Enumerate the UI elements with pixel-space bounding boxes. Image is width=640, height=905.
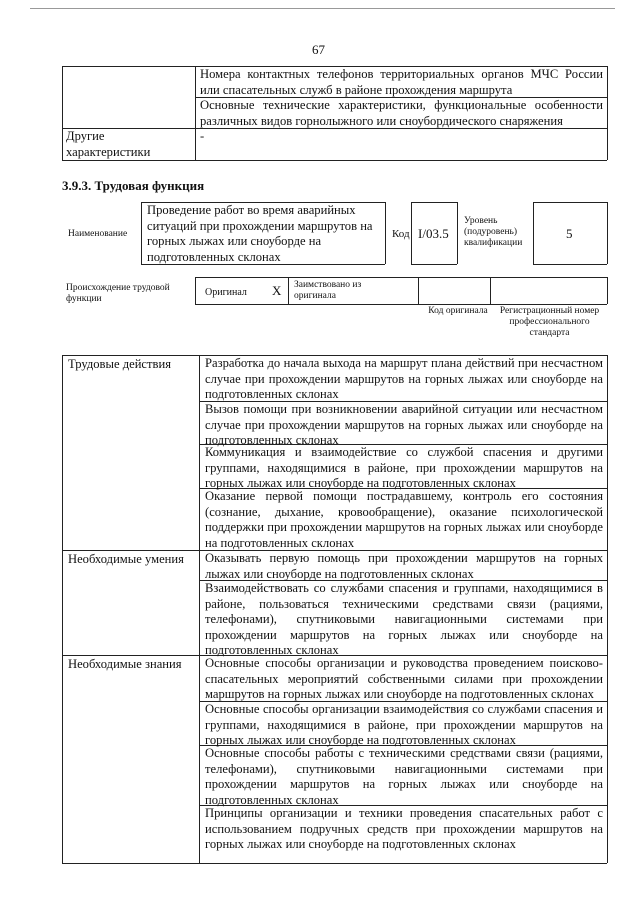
level-value: 5 — [566, 226, 573, 241]
origin-label: Происхождение трудовой функции — [66, 283, 170, 304]
page-number: 67 — [312, 42, 325, 57]
original-label: Оригинал — [205, 287, 247, 298]
table-item: Взаимодействовать со службами спасения и группами, находящимися в районе, пользоваться техническими средствами связи (рациями, телефонами), спутниковыми навигационными системами при прохождении маршрутов на горных лыжах или сноуборде на подготовленных склонах — [205, 581, 603, 657]
table-item: Оказывать первую помощь при прохождении маршрутов на горных лыжах или сноуборде на подготовленных склонах — [205, 551, 603, 581]
table-item: Основные способы работы с техническими средствами связи (рациями, телефонами), спутниковыми навигационными системами при прохождении маршрутов на горных лыжах или сноуборде на подготовленных склонах — [205, 746, 603, 807]
top-row-text: Номера контактных телефонов территориальных органов МЧС России или спасательных служб в районе прохождения маршрута — [200, 67, 603, 97]
table-item: Основные способы организации и руководства проведением поисково-спасательных мероприятий собственными силами при прохождении маршрутов на горных лыжах или сноуборде на подготовленных склонах — [205, 656, 603, 701]
table-item: Принципы организации и техники проведения спасательных работ с использованием подручных средств при прохождении маршрутов на горных лыжах или сноуборде на подготовленных склонах — [205, 806, 603, 851]
borrowed-label: Заимствовано из оригинала — [294, 280, 362, 301]
scan-edge — [30, 8, 615, 9]
code-caption: Код оригинала — [428, 306, 488, 316]
table-item: Коммуникация и взаимодействие со службой спасения и другими группами, находящимися в районе, при прохождении маршрутов на горных лыжах или сноуборде на подготовленных склонах — [205, 445, 603, 490]
section-label: Необходимые знания — [68, 657, 182, 671]
section-label: Трудовые действия — [68, 357, 172, 371]
function-name: Проведение работ во время аварийных ситуаций при прохождении маршрутов на горных лыжах или сноуборде на подготовленных склонах — [147, 203, 373, 264]
code-value: I/03.5 — [418, 226, 449, 241]
top-row-label: Другие характеристики — [66, 129, 151, 159]
top-row-text: - — [200, 129, 205, 143]
table-item: Основные способы организации взаимодействия со службами спасения и группами, находящимися в районе, при прохождении маршрутов на горных лыжах или сноуборде на подготовленных склонах — [205, 702, 603, 747]
section-title: 3.9.3. Трудовая функция — [62, 178, 205, 193]
top-row-text: Основные технические характеристики, функциональные особенности различных видов горнолыжного или сноубордического снаряжения — [200, 98, 603, 128]
original-mark: X — [272, 283, 282, 298]
code-label: Код — [392, 228, 410, 240]
reg-caption: Регистрационный номер профессионального стандарта — [499, 306, 600, 338]
table-item: Разработка до начала выхода на маршрут плана действий при несчастном случае при прохождении маршрутов на горных лыжах или сноуборде на подготовленных склонах — [205, 356, 603, 401]
section-label: Необходимые умения — [68, 552, 184, 566]
name-label: Наименование — [68, 229, 128, 239]
level-label: Уровень (подуровень) квалификации — [464, 216, 523, 248]
table-item: Вызов помощи при возникновении аварийной ситуации или несчастном случае при прохождении маршрутов на горных лыжах или сноуборде на подготовленных склонах — [205, 402, 603, 447]
table-item: Оказание первой помощи пострадавшему, контроль его состояния (сознание, дыхание, кровообращение), оказание психологической поддержки при прохождении маршрутов на горных лыжах или сноуборде на подготовленных склонах — [205, 489, 603, 550]
